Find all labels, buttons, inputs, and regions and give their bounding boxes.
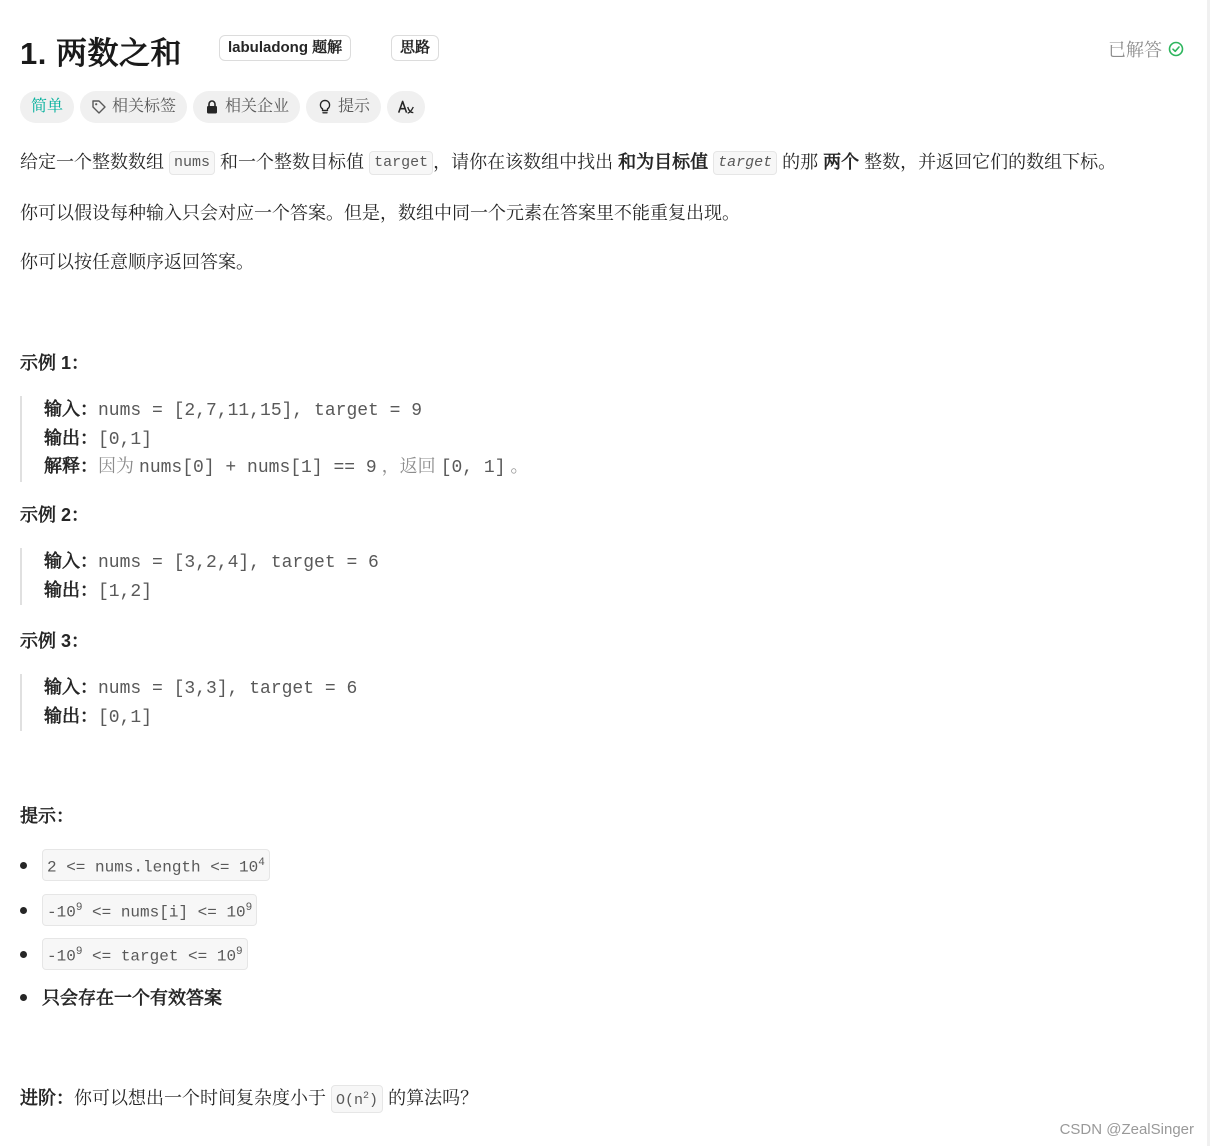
bullet-dot xyxy=(20,994,27,1001)
constraint-text: <= nums[i] <= 10 xyxy=(82,903,246,922)
tag-bar xyxy=(20,91,425,123)
complexity-text: O(n xyxy=(336,1092,364,1110)
input-label: 输入： xyxy=(44,551,98,571)
example-3-title: 示例 3： xyxy=(20,631,90,651)
desc-text: 和一个整数目标值 xyxy=(220,152,365,172)
example-input: nums = [3,3], target = 6 xyxy=(98,679,358,699)
explain-text: 因为 xyxy=(98,456,134,476)
explain-text: ，返回 xyxy=(381,456,436,476)
problem-title: 1. 两数之和 xyxy=(20,36,182,71)
lightbulb-icon xyxy=(317,99,333,115)
watermark: CSDN @ZealSinger xyxy=(1059,1121,1194,1138)
desc-text: 的那 xyxy=(782,152,819,172)
superscript: 9 xyxy=(236,946,243,958)
list-item xyxy=(20,894,257,926)
lock-icon xyxy=(204,99,220,115)
constraint-text: 2 <= nums.length <= 10 xyxy=(47,858,259,877)
desc-text: ，请你在该数组中找出 xyxy=(433,152,614,172)
superscript: 2 xyxy=(363,1091,370,1103)
bullet-dot xyxy=(20,862,27,869)
related-tags-button[interactable] xyxy=(80,91,187,123)
related-companies-label: 相关企业 xyxy=(225,98,290,115)
example-1-block xyxy=(20,396,529,482)
example-output: [0,1] xyxy=(98,707,153,728)
translate-icon xyxy=(397,98,415,116)
input-label: 输入： xyxy=(44,399,98,419)
solved-label: 已解答 xyxy=(1108,40,1162,60)
difficulty-label: 简单 xyxy=(31,98,64,115)
hints-button[interactable] xyxy=(306,91,381,123)
followup-label: 进阶： xyxy=(20,1088,74,1108)
list-item xyxy=(20,849,270,881)
related-tags-label: 相关标签 xyxy=(112,98,177,115)
output-label: 输出： xyxy=(44,427,98,448)
description-paragraph-3: 你可以按任意顺序返回答案。 xyxy=(20,252,254,272)
description-paragraph-2: 你可以假设每种输入只会对应一个答案。但是，数组中同一个元素在答案里不能重复出现。 xyxy=(20,203,740,223)
constraint-bold-text: 只会存在一个有效答案 xyxy=(42,988,222,1008)
example-output: [0,1] xyxy=(98,429,153,450)
constraint-code xyxy=(42,894,257,926)
example-input: nums = [3,2,4], target = 6 xyxy=(98,553,379,573)
example-1-title: 示例 1： xyxy=(20,353,90,373)
constraint-text: -10 xyxy=(47,947,76,966)
superscript: 4 xyxy=(258,857,265,869)
difficulty-tag[interactable] xyxy=(20,91,74,123)
related-companies-button[interactable] xyxy=(193,91,300,123)
constraint-text: <= target <= 10 xyxy=(82,947,237,966)
inline-code-target: target xyxy=(369,151,433,175)
desc-text: 整数，并返回它们的数组下标。 xyxy=(864,152,1117,172)
complexity-text: ) xyxy=(369,1092,379,1110)
labuladong-solution-button[interactable]: labuladong 题解 xyxy=(219,35,351,61)
hints-label: 提示 xyxy=(338,98,371,115)
followup-text: 你可以想出一个时间复杂度小于 xyxy=(74,1088,326,1108)
output-label: 输出： xyxy=(44,579,98,600)
example-2-block xyxy=(20,548,379,605)
desc-bold: 两个 xyxy=(823,152,860,172)
example-2-title: 示例 2： xyxy=(20,505,90,525)
constraint-code xyxy=(42,849,270,881)
constraints-title: 提示： xyxy=(20,806,74,826)
output-label: 输出： xyxy=(44,705,98,726)
followup-text: 的算法吗？ xyxy=(388,1088,479,1108)
description-paragraph-1 xyxy=(20,148,1116,175)
desc-text: 给定一个整数数组 xyxy=(20,152,164,172)
explain-text: 。 xyxy=(510,456,529,476)
superscript: 9 xyxy=(245,902,253,914)
explain-label: 解释： xyxy=(44,456,98,476)
bullet-dot xyxy=(20,907,27,914)
list-item xyxy=(20,938,248,970)
input-label: 输入： xyxy=(44,677,98,697)
example-3-block xyxy=(20,674,357,731)
check-circle-icon xyxy=(1168,41,1184,57)
superscript: 9 xyxy=(75,902,83,914)
inline-code-nums: nums xyxy=(169,151,215,175)
followup-paragraph xyxy=(20,1084,478,1113)
example-input: nums = [2,7,11,15], target = 9 xyxy=(98,401,423,421)
inline-code-target-italic: target xyxy=(713,151,777,175)
translate-button[interactable] xyxy=(387,91,425,123)
list-item xyxy=(20,984,222,1010)
explain-code: nums[0] + nums[1] == 9 xyxy=(139,458,377,478)
solved-status xyxy=(1108,36,1184,62)
complexity-code xyxy=(331,1085,383,1113)
superscript: 9 xyxy=(75,946,83,958)
thinking-button[interactable]: 思路 xyxy=(391,35,439,61)
constraint-code xyxy=(42,938,248,970)
example-output: [1,2] xyxy=(98,581,153,602)
desc-bold: 和为目标值 xyxy=(618,152,709,172)
constraint-text: -10 xyxy=(47,903,76,922)
explain-code: [0, 1] xyxy=(440,458,506,478)
tag-icon xyxy=(91,99,107,115)
bullet-dot xyxy=(20,951,27,958)
